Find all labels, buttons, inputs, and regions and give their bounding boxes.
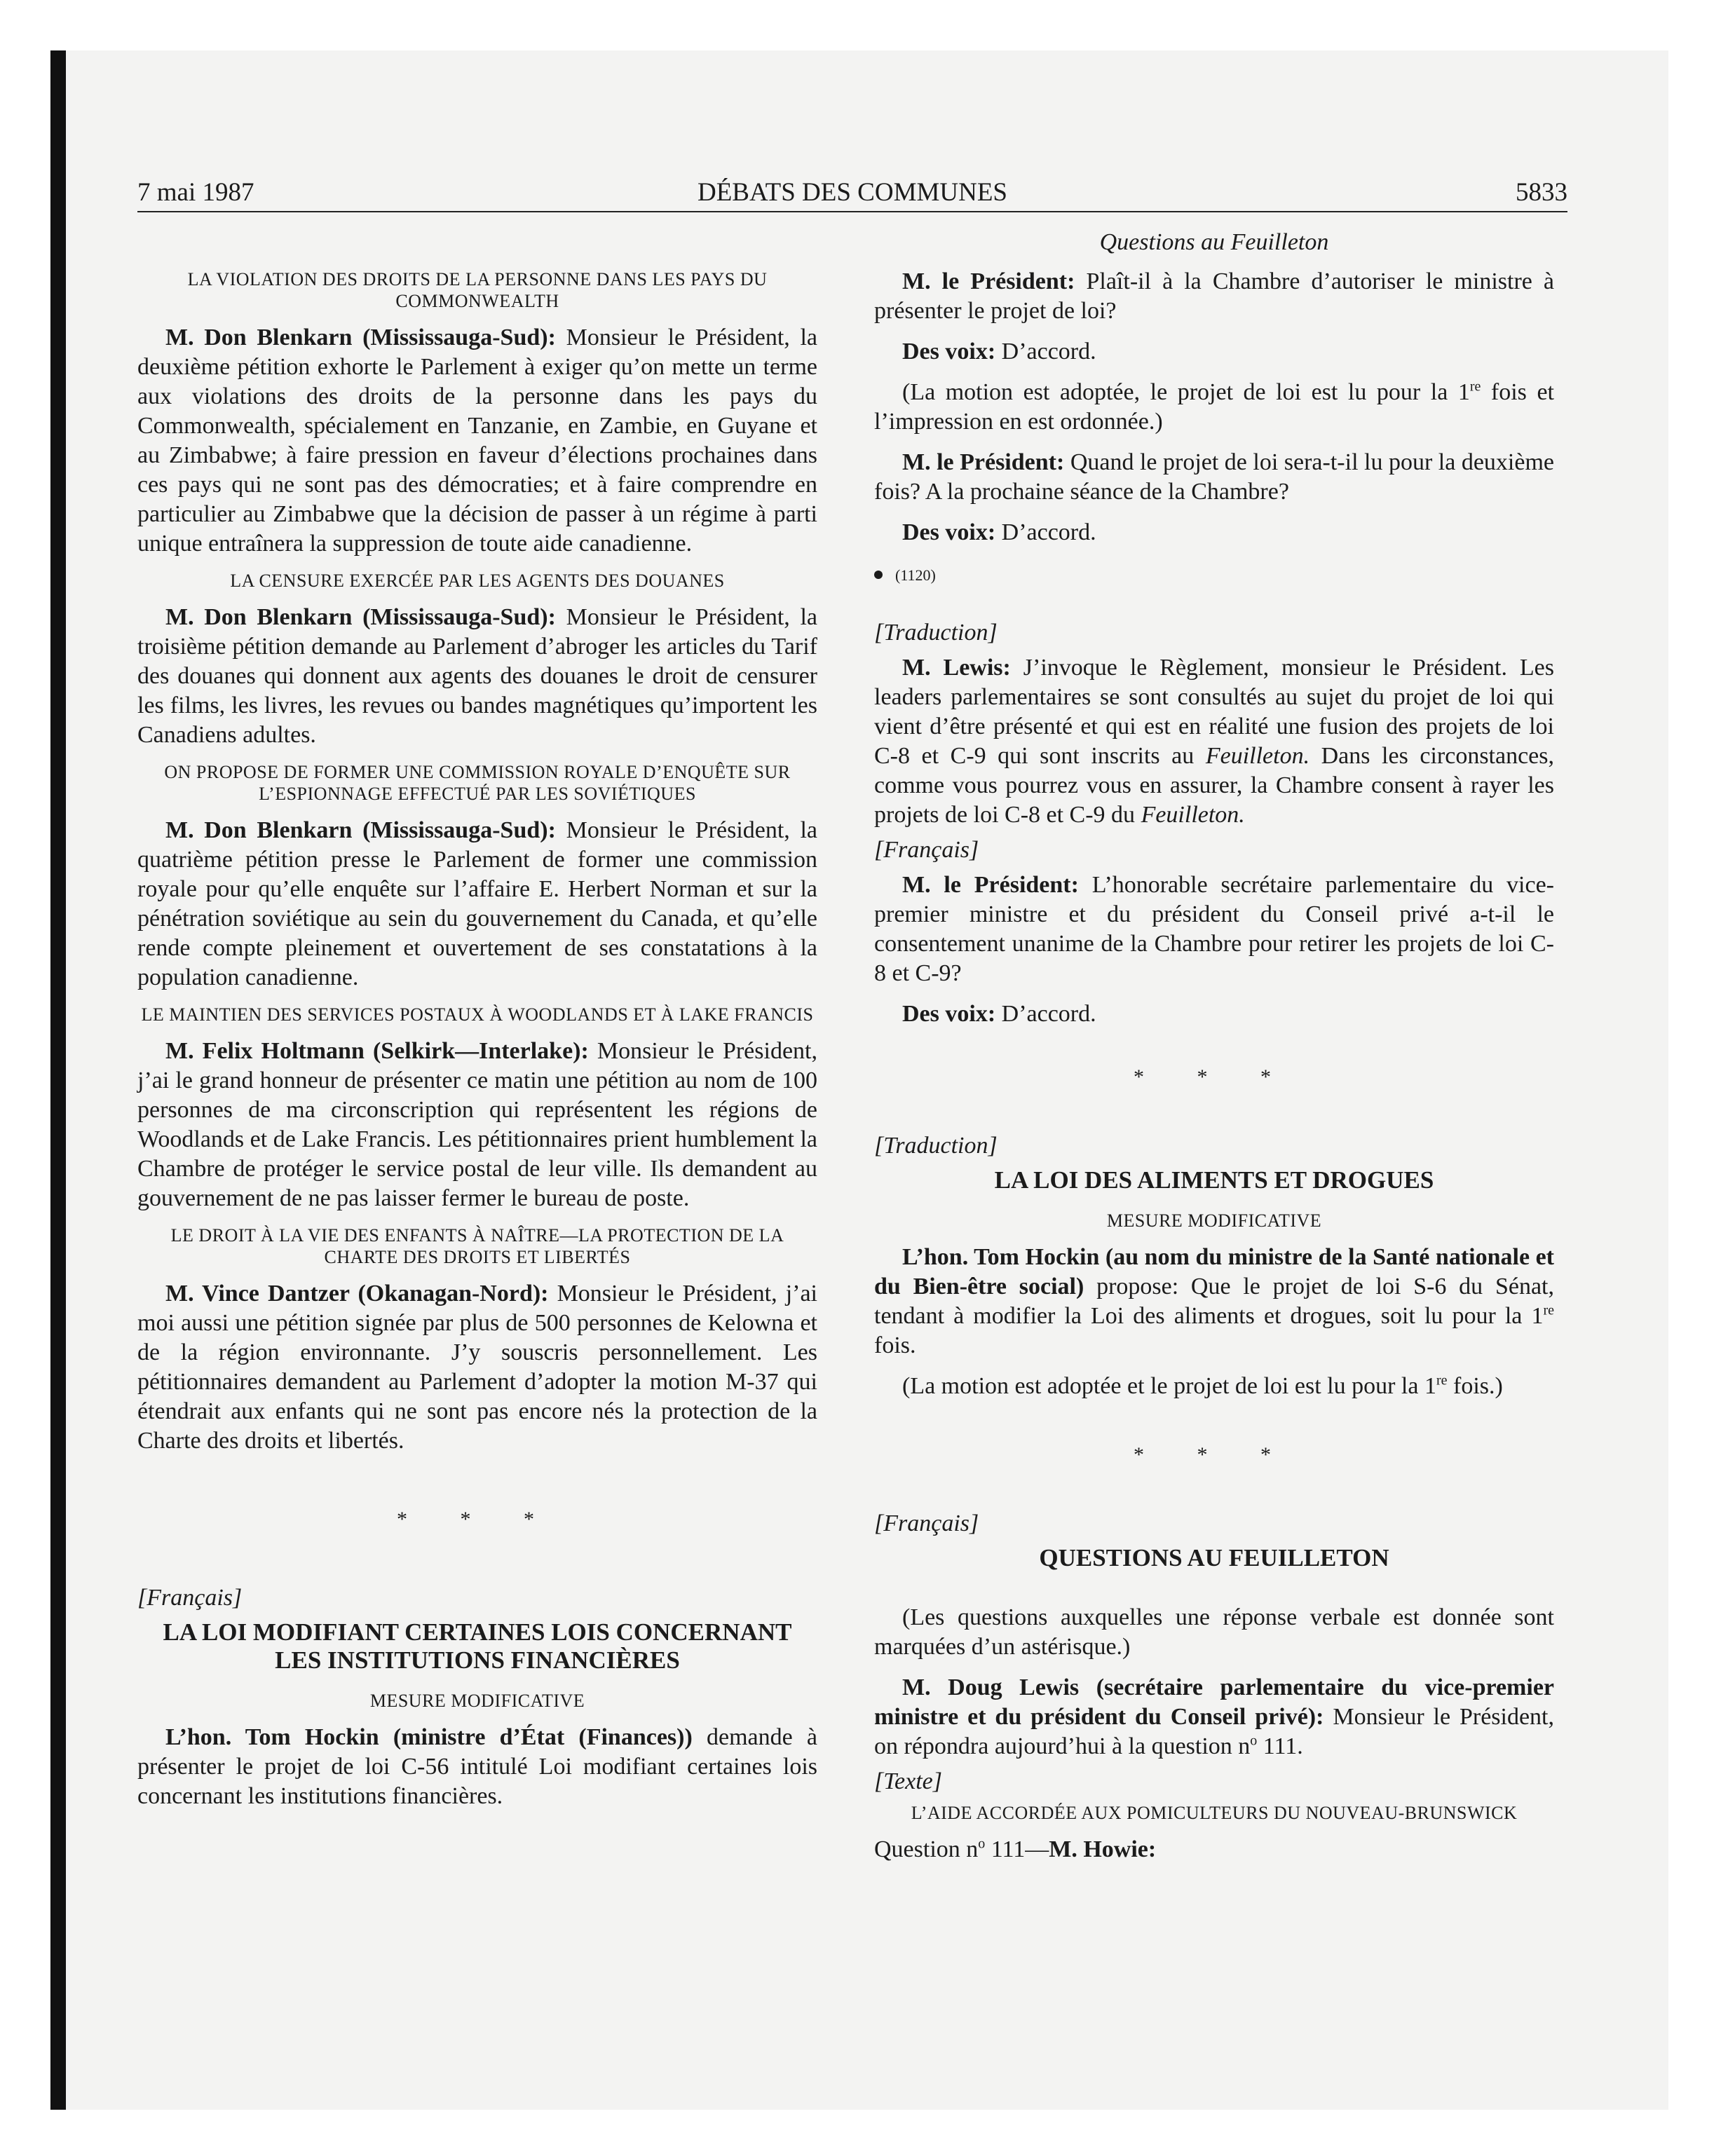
speech-text: J’invoque le Règlement, monsieur le Président. Les leaders parlementaires se sont consultés au sujet du projet de loi qui vient d’être présenté et qui est en réalité une fusion des projets de loi C-8 et C-9 qui sont inscrits au — [874, 655, 1554, 769]
superscript: o — [978, 1836, 986, 1852]
speech-text: (La motion est adoptée, le projet de loi est lu pour la 1 — [902, 379, 1470, 405]
section-heading: LA CENSURE EXERCÉE PAR LES AGENTS DES DOUANES — [230, 571, 725, 591]
paragraph — [874, 518, 1554, 547]
paragraph — [874, 1673, 1554, 1761]
speech-text: Quand le projet de loi sera-t-il lu pour la deuxième fois? A la prochaine séance de la Chambre? — [874, 449, 1554, 505]
speech-text: demande à présenter le projet de loi C-56 intitulé Loi modifiant certaines lois concernant les institutions financières. — [137, 1724, 817, 1809]
separator-stars: * * * — [1134, 1065, 1295, 1089]
page-header — [137, 177, 1567, 212]
scan-edge-bar — [50, 50, 66, 2110]
speech-text: propose: Que le projet de loi S-6 du Sénat, tendant à modifier la Loi des aliments et drogues, soit lu pour la 1 — [874, 1274, 1554, 1329]
speech-text: D’accord. — [995, 519, 1096, 545]
header-title: DÉBATS DES COMMUNES — [697, 178, 1007, 207]
language-tag: [Traduction] — [874, 620, 998, 646]
section-heading: LE MAINTIEN DES SERVICES POSTAUX À WOODLANDS ET À LAKE FRANCIS — [141, 1004, 814, 1025]
speech-text: fois et l’impression en est ordonnée.) — [874, 379, 1554, 435]
paragraph — [874, 267, 1554, 326]
question-number: 111— — [985, 1836, 1049, 1862]
speaker: M. Don Blenkarn (Mississauga-Sud): — [165, 817, 556, 843]
section-heading: LE DROIT À LA VIE DES ENFANTS À NAÎTRE—LA PROTECTION DE LA CHARTE DES DROITS ET LIBERTÉS — [170, 1225, 784, 1267]
language-tag: [Français] — [874, 837, 979, 863]
speech-text: D’accord. — [995, 1001, 1096, 1027]
speaker: Des voix: — [902, 339, 996, 364]
speech-text: Monsieur le Président, la troisième pétition demande au Parlement d’abroger les articles du Tarif des douanes qui donnent aux agents des douanes le droit de censurer les films, les livres, les revues ou bandes magnétiques qu’importent les Canadiens adultes. — [137, 604, 818, 748]
paragraph — [137, 1037, 817, 1213]
speaker: M. le Président: — [902, 872, 1079, 898]
paragraph — [137, 1723, 817, 1811]
separator-stars: * * * — [1134, 1443, 1295, 1466]
superscript: re — [1436, 1372, 1448, 1389]
time-marker — [874, 559, 1554, 590]
section-title: QUESTIONS AU FEUILLETON — [1039, 1544, 1389, 1571]
speech-text: Plaît-il à la Chambre d’autoriser le ministre à présenter le projet de loi? — [874, 268, 1554, 324]
question-author: M. Howie: — [1049, 1836, 1157, 1862]
question-label: Question n — [874, 1836, 979, 1862]
paragraph — [874, 448, 1554, 507]
paragraph — [874, 337, 1554, 367]
speaker: M. Don Blenkarn (Mississauga-Sud): — [165, 325, 556, 350]
paragraph — [137, 816, 817, 992]
right-column — [874, 228, 1554, 1876]
superscript: o — [1250, 1733, 1258, 1749]
subheading: MESURE MODIFICATIVE — [369, 1691, 585, 1711]
speaker: M. Felix Holtmann (Selkirk—Interlake): — [165, 1038, 589, 1064]
section-heading: LA VIOLATION DES DROITS DE LA PERSONNE DANS LES PAYS DU COMMONWEALTH — [187, 269, 768, 311]
paragraph — [874, 378, 1554, 437]
speech-text: Monsieur le Président, la deuxième pétition exhorte le Parlement à exiger qu’on mette un terme aux violations des droits de la personne dans les pays du Commonwealth, spécialement en Tanzanie, en Zambie, en Guyane et au Zimbabwe; à faire pression en faveur d’élections prochaines dans ces pays qui ne sont pas des démocraties; et à faire comprendre en particulier au Zimbabwe que la décision de passer à un régime à parti unique entraînera la suppression de toute aide canadienne. — [137, 325, 818, 557]
speaker: M. Vince Dantzer (Okanagan-Nord): — [165, 1281, 549, 1306]
speech-text: Dans les circonstances, comme vous pourrez vous en assurer, la Chambre consent à rayer les projets de loi C-8 et C-9 du — [874, 743, 1555, 828]
speaker: Des voix: — [902, 519, 996, 545]
speech-text-italic: Feuilleton. — [1205, 743, 1310, 769]
speaker: L’hon. Tom Hockin (ministre d’État (Finances)) — [165, 1724, 693, 1750]
speaker: M. le Président: — [902, 268, 1075, 294]
language-tag: [Français] — [874, 1510, 979, 1536]
superscript: re — [1469, 378, 1481, 395]
bill-title: LA LOI DES ALIMENTS ET DROGUES — [994, 1166, 1434, 1194]
speech-text: L’honorable secrétaire parlementaire du vice-premier ministre et du président du Conseil privé a-t-il le consentement unanime de la Chambre pour retirer les projets de loi C-8 et C-9? — [874, 872, 1555, 986]
bullet-dot-icon — [874, 571, 883, 579]
speech-text: fois.) — [1447, 1373, 1503, 1399]
header-date: 7 mai 1987 — [137, 178, 254, 207]
language-tag: [Texte] — [874, 1768, 942, 1794]
speaker: L’hon. Tom Hockin (au nom du ministre de la Santé nationale et du Bien-être social) — [874, 1244, 1554, 1299]
section-heading: L’AIDE ACCORDÉE AUX POMICULTEURS DU NOUVEAU-BRUNSWICK — [911, 1803, 1518, 1823]
speaker: M. le Président: — [902, 449, 1065, 475]
left-column — [137, 228, 817, 1822]
speech-text: D’accord. — [995, 339, 1096, 364]
speech-text: Monsieur le Président, j’ai moi aussi une pétition signée par plus de 500 personnes de Kelowna et de la région environnante. J’y souscris personnellement. Les pétitionnaires demandent au Parlement d’adopter la motion M-37 qui étendrait aux enfants qui ne sont pas encore nés la protection de la Charte des droits et libertés. — [137, 1281, 818, 1454]
speech-text: 111. — [1257, 1733, 1303, 1759]
section-heading: ON PROPOSE DE FORMER UNE COMMISSION ROYALE D’ENQUÊTE SUR L’ESPIONNAGE EFFECTUÉ PAR LES SOVIÉTIQUES — [164, 762, 791, 804]
speaker: M. Doug Lewis (secrétaire parlementaire du vice-premier ministre et du président du Conseil privé): — [874, 1674, 1554, 1730]
paragraph — [137, 1279, 817, 1456]
speech-text: Monsieur le Président, on répondra aujourd’hui à la question n — [874, 1704, 1554, 1759]
running-section-heading: Questions au Feuilleton — [1099, 229, 1329, 255]
speaker: M. Lewis: — [902, 655, 1011, 681]
bill-title: LA LOI MODIFIANT CERTAINES LOIS CONCERNANT LES INSTITUTIONS FINANCIÈRES — [163, 1618, 792, 1674]
paragraph — [874, 1372, 1554, 1401]
superscript: re — [1543, 1302, 1554, 1318]
paragraph — [874, 999, 1554, 1029]
language-tag: [Français] — [137, 1585, 243, 1611]
speaker: Des voix: — [902, 1001, 996, 1027]
language-tag: [Traduction] — [874, 1133, 998, 1159]
speaker: M. Don Blenkarn (Mississauga-Sud): — [165, 604, 556, 630]
speech-text: (La motion est adoptée et le projet de loi est lu pour la 1 — [902, 1373, 1436, 1399]
question-line — [874, 1835, 1554, 1864]
speech-text: Monsieur le Président, j’ai le grand honneur de présenter ce matin une pétition au nom de 100 personnes de ma circonscription qui représentent les régions de Woodlands et de Lake Francis. Les pétitionnaires prient humblement la Chambre de protéger le service postal de leur ville. Ils demandent au gouvernement de ne pas laisser fermer le bureau de poste. — [137, 1038, 817, 1211]
paragraph — [874, 1243, 1554, 1360]
time-stamp: (1120) — [895, 566, 936, 584]
paragraph — [137, 603, 817, 750]
paragraph — [874, 653, 1554, 830]
speech-text-italic: Feuilleton. — [1141, 802, 1245, 828]
subheading: MESURE MODIFICATIVE — [1106, 1210, 1322, 1231]
paragraph: (Les questions auxquelles une réponse verbale est donnée sont marquées d’un astérisque.) — [874, 1604, 1554, 1660]
separator-stars: * * * — [397, 1508, 558, 1531]
speech-text: fois. — [874, 1332, 916, 1358]
speech-text: Monsieur le Président, la quatrième pétition presse le Parlement de former une commission royale pour qu’elle enquête sur l’affaire E. Herbert Norman et sur la pénétration soviétique au sein du gouvernement du Canada, et qu’elle rende compte pleinement et ouvertement de ses constatations à la population canadienne. — [137, 817, 818, 990]
paragraph — [874, 871, 1554, 988]
paragraph — [137, 323, 817, 559]
header-page-number: 5833 — [1516, 178, 1567, 207]
